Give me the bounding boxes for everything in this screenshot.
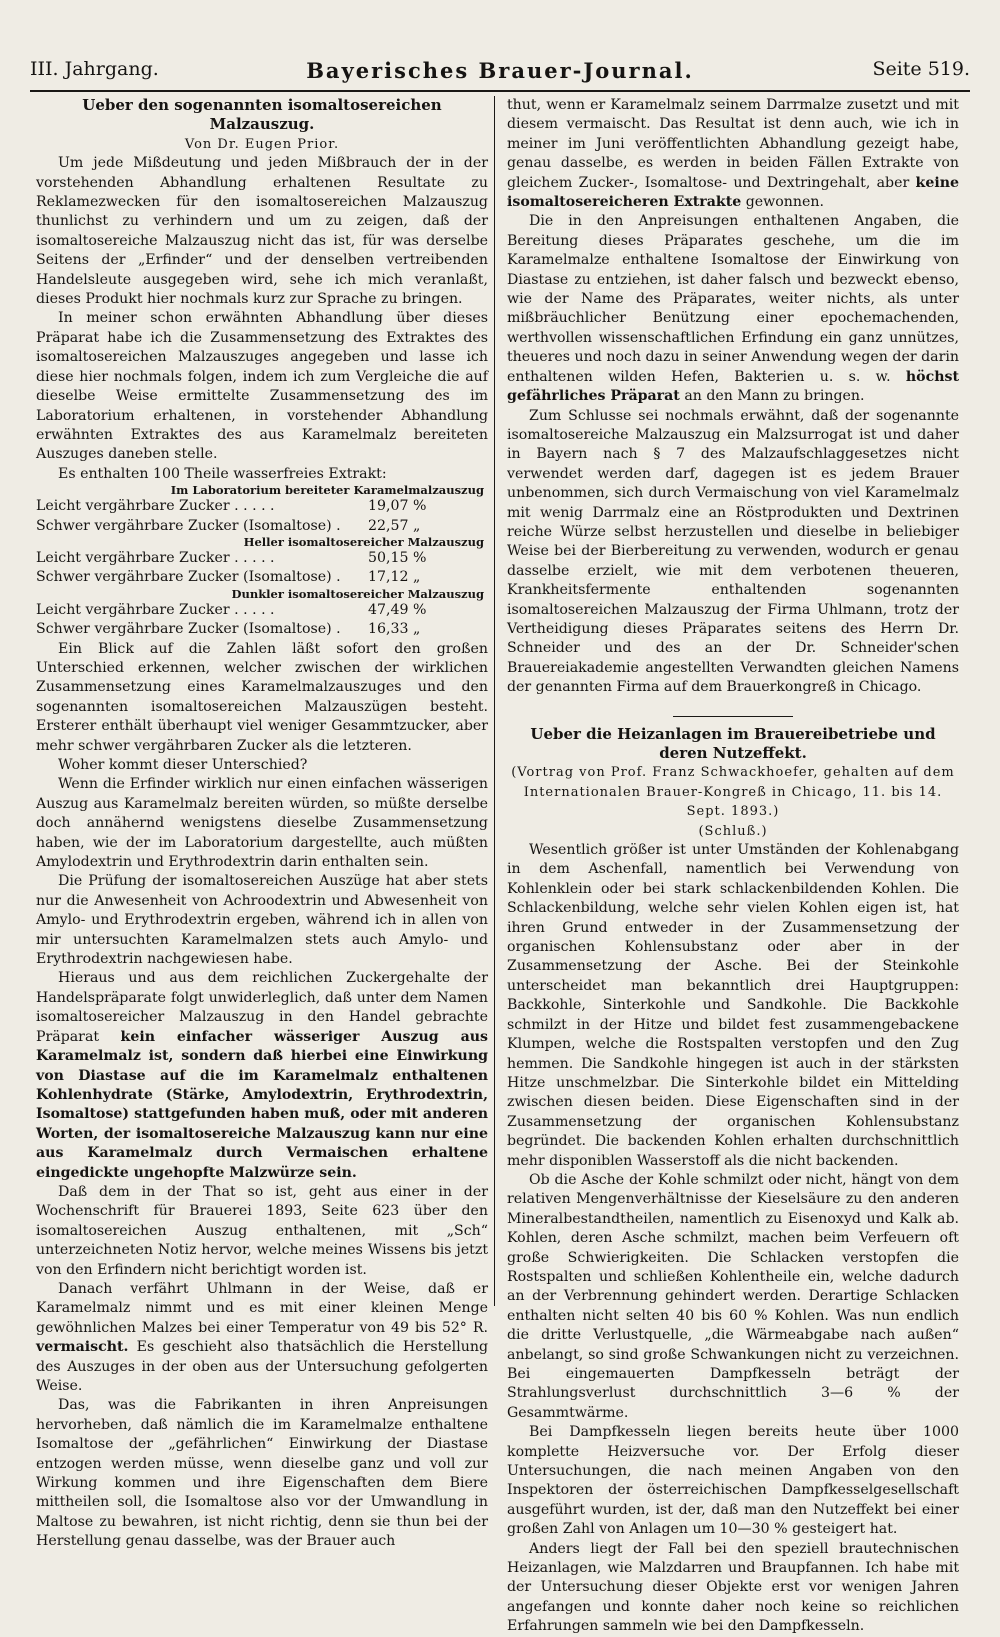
table-heading: Im Laboratorium bereiteter Karamelmalzauszug [170,483,484,498]
paragraph: Bei Dampfkesseln liegen bereits heute über 1000 komplette Heizversuche vor. Der Erfolg dieser Untersuchungen, die nach meinen Angaben von den Inspektoren der österreichischen Dampfkesselgesellschaft ausgeführt wurden, ist der, daß man den Nutzeffekt bei einer großen Zahl von Anlagen um 10—30 % gesteigert hat. [507,1424,959,1538]
table-row [36,497,488,516]
journal-title: Bayerisches Brauer-Journal. [306,58,694,83]
emphasis-text: keine isomaltosereicheren Extrakte [507,174,959,211]
paragraph: Ob die Asche der Kohle schmilzt oder nicht, hängt von dem relativen Mengenverhältnisse der Kieselsäure zu den anderen Mineralbestandtheilen, namentlich zu Eisenoxyd und Kalk ab. Kohlen, deren Asche schmilzt, machen beim Verfeuern oft große Schwierigkeiten. Die Schlacken verstopfen die Rostspalten und schließen Kohlentheile ein, welche dadurch an der Verbrennung gehindert werden. Derartige Schlacken enthalten nicht selten 40 bis 60 % Kohlen. Was nun endlich die dritte Verlustquelle, „die Wärmeabgabe nach außen“ anbelangt, so sind große Schwankungen nicht zu verzeichnen. Bei eingemauerten Dampfkesseln beträgt der Strahlungsverlust durchschnittlich 3—6 % der Gesammtwärme. [507,1171,959,1421]
paragraph-text: thut, wenn er Karamelmalz seinem Darrmalze zusetzt und mit diesem vermaischt. Das Resultat ist denn auch, wie ich in meiner im Juni veröffentlichten Abhandlung gezeigt habe, genau dasselbe, es werden in beiden Fällen Extrakte von gleichem Zucker-, Isomaltose- und Dextringehalt, aber [507,97,959,191]
page-header [30,58,970,88]
row-label: Schwer vergährbare Zucker (Isomaltose) . [36,517,341,534]
paragraph: Es enthalten 100 Theile wasserfreies Extrakt: [58,465,387,482]
table-row [36,517,488,536]
continuation-note: (Schluß.) [698,823,768,839]
paragraph-text: an den Mann zu bringen. [679,388,865,405]
paragraph: In meiner schon erwähnten Abhandlung über dieses Präparat habe ich die Zusammensetzung des Extraktes des isomaltosereichen Malzauszuges angegeben und lasse ich diese hier nochmals folgen, indem ich zum Vergleiche die auf dieselbe Weise ermittelte Zusammensetzung des im Laboratorium erhaltenen, in vorstehender Abhandlung erwähnten Extraktes des aus Karamelmalz bereiteten Auszuges daneben stelle. [36,310,488,463]
paragraph: Wesentlich größer ist unter Umständen der Kohlenabgang in dem Aschenfall, namentlich bei Verwendung von Kohlenklein oder bei stark schlackenbildenden Kohlen. Die Schlackenbildung, welche sehr vielen Kohlen eigen ist, hat ihren Grund entweder in der Zusammensetzung der organischen Kohlensubstanz oder aber in der Zusammensetzung der Asche. Bei der Steinkohle unterscheidet man bekanntlich drei Hauptgruppen: Backkohle, Sinterkohle und Sandkohle. Die Backkohle schmilzt in der Hitze und bildet fest zusammengebackene Klumpen, welche die Rostspalten verstopfen und den Zug hemmen. Die Sandkohle hingegen ist auch in der stärksten Hitze unschmelzbar. Die Sinterkohle bildet ein Mittelding zwischen diesen beiden. Diese Eigenschaften sind in der Zusammensetzung der organischen Kohlensubstanz begründet. Die backenden Kohlen erhalten durchschnittlich mehr disponiblen Wasserstoff als die nicht backenden. [507,842,959,1169]
column-divider [494,96,495,1306]
paragraph [36,1280,488,1396]
row-label: Leicht vergährbare Zucker . . . . . [36,601,275,618]
row-value: 19,07 % [368,498,427,515]
table-row [36,549,488,568]
volume-label: III. Jahrgang. [30,58,159,80]
paragraph-text: Es geschieht also thatsächlich die Herstellung des Auszuges in der oben aus der Untersuchung gefolgerten Weise. [36,1339,488,1394]
article-author: Von Dr. Eugen Prior. [184,136,340,152]
emphasis-text: höchst gefährliches Präparat [507,368,959,405]
paragraph: Zum Schlusse sei nochmals erwähnt, daß der sogenannte isomaltosereiche Malzauszug ein Malzsurrogat ist und daher in Bayern nach § 7 des Malzaufschlaggesetzes nicht verwendet werden darf, dagegen ist es jedem Brauer unbenommen, sich durch Vermaischung von viel Karamelmalz mit wenig Darrmalz eine an Röstprodukten und Dextrinen reiche Würze selbst herzustellen und dieselbe in beliebiger Weise bei der Bierbereitung zu verwenden, wodurch er genau dasselbe erzielt, wie mit dem verbotenen theueren, Krankheitsfermente enthaltenden sogenannten isomaltosereichen Malzauszug der Firma Uhlmann, trotz der Vertheidigung dieses Präparates seitens des Herrn Dr. Schneider und des an der Dr. Schneider'schen Brauereiakademie angestellten Verwandten gleichen Namens der genannten Firma auf dem Brauerkongreß in Chicago. [507,407,959,696]
paragraph-text: Hieraus und aus dem reichlichen Zuckergehalte der Handelspräparate folgt unwiderleglich, daß unter dem Namen isomaltosereicher Malzauszug in den Handel gebrachte Präparat [36,970,488,1045]
paragraph [507,212,959,406]
emphasis-text: kein einfacher wässeriger Auszug aus Karamelmalz ist, sondern daß hierbei eine Einwirkung von Diastase auf die im Karamelmalz enthaltenen Kohlenhydrate (Stärke, Amylodextrin, Erythrodextrin, Isomaltose) stattgefunden haben muß, oder mit anderen Worten, der isomaltosereiche Malzauszug kann nur eine aus Karamelmalz durch Vermaischen erhaltene eingedickte ungehopfte Malzwürze sein. [36,1028,488,1181]
row-label: Schwer vergährbare Zucker (Isomaltose) . [36,621,341,638]
paragraph: Anders liegt der Fall bei den speziell brautechnischen Heizanlagen, wie Malzdarren und Braupfannen. Ich habe mit der Untersuchung dieser Objekte erst vor wenigen Jahren angefangen und konnte daher noch keine so reichlichen Erfahrungen sammeln wie bei den Dampfkesseln. [507,1540,959,1635]
page-number: Seite 519. [872,58,970,80]
article-subtitle: (Vortrag von Prof. Franz Schwackhoefer, gehalten auf dem Internationalen Brauer-Kongreß in Chicago, 11. bis 14. Sept. 1893.) [511,765,955,820]
section-divider [673,716,793,717]
header-rule [30,90,970,92]
paragraph [36,969,488,1182]
table-heading: Heller isomaltosereicher Malzauszug [243,534,484,549]
emphasis-text: vermaischt. [36,1339,129,1356]
right-column [507,96,959,1637]
paragraph-text: Die in den Anpreisungen enthaltenen Angaben, die Bereitung dieses Präparates geschehe, um die im Karamelmalze enthaltene Isomaltose der Einwirkung von Diastase zu entziehen, ist daher falsch und bezweckt ebenso, wie der Name des Präparates, weiter nichts, als unter mißbräuchlicher Benützung einer epochemachenden, werthvollen wissenschaftlichen Erfindung ein ganz unnützes, theueres und noch dazu in seiner Anwendung wegen der darin enthaltenen wilden Hefen, Bakterien u. s. w. [507,213,959,385]
article-title: Ueber den sogenannten isomaltosereichen Malzauszug. [82,96,442,134]
row-value: 16,33 „ [368,621,421,638]
paragraph: Ein Blick auf die Zahlen läßt sofort den großen Unterschied erkennen, welcher zwischen der wirklichen Zusammensetzung eines Karamelmalzauszuges und den sogenannten isomaltosereichen Malzauszügen besteht. Ersterer enthält überhaupt viel weniger Gesammtzucker, aber mehr schwer vergährbaren Zucker als die letzteren. [36,640,488,754]
paragraph-text: Danach verfährt Uhlmann in der Weise, daß er Karamelmalz nimmt und es mit einer kleinen Menge gewöhnlichen Malzes bei einer Temperatur von 49 bis 52° R. [36,1280,488,1336]
row-value: 50,15 % [368,549,427,566]
row-value: 22,57 „ [368,517,421,534]
paragraph: Wenn die Erfinder wirklich nur einen einfachen wässerigen Auszug aus Karamelmalz bereiten würden, so müßte derselbe doch annähernd wenigstens dieselbe Zusammensetzung haben, wie der im Laboratorium dargestellte, auch müßten Amylodextrin und Erythrodextrin darin enthalten sein. [36,776,488,871]
paragraph: Das, was die Fabrikanten in ihren Anpreisungen hervorheben, daß nämlich die im Karamelmalze enthaltene Isomaltose der „gefährlichen“ Einwirkung der Diastase entzogen werden müsse, wenn dieselbe ganz und voll zur Wirkung kommen und ihre Eigenschaften dem Biere mittheilen soll, die Isomaltose also vor der Umwandlung in Maltose zu bewahren, ist nicht richtig, denn sie thun bei der Herstellung genau dasselbe, was der Brauer auch [36,1397,488,1550]
table-row [36,620,488,639]
left-column [36,96,488,1552]
table-heading: Dunkler isomaltosereicher Malzauszug [231,586,484,601]
paragraph: Um jede Mißdeutung und jeden Mißbrauch der in der vorstehenden Abhandlung erhaltenen Resultate zu Reklamezwecken für den isomaltosereichen Malzauszug thunlichst zu verhindern und um zu zeigen, daß der isomaltosereiche Malzauszug nicht das ist, für was derselbe Seitens der „Erfinder“ und der denselben vertreibenden Handelsleute ausgegeben wird, sehe ich mich veranlaßt, dieses Produkt hier nochmals kurz zur Sprache zu bringen. [36,155,488,308]
table-row [36,601,488,620]
paragraph: Daß dem in der That so ist, geht aus einer in der Wochenschrift für Brauerei 1893, Seite 623 über den isomaltosereichen Auszug enthaltenen, mit „Sch“ unterzeichneten Notiz hervor, welche meines Wissens bis jetzt von den Erfindern nicht berichtigt worden ist. [36,1183,488,1278]
row-label: Leicht vergährbare Zucker . . . . . [36,549,275,566]
article-title: Ueber die Heizanlagen im Brauereibetriebe und deren Nutzeffekt. [530,724,936,762]
paragraph [507,96,959,212]
table-row [36,568,488,587]
row-value: 47,49 % [368,601,427,618]
paragraph: Woher kommt dieser Unterschied? [58,757,308,773]
paragraph-text: gewonnen. [741,194,824,211]
composition-table [36,484,488,639]
paragraph: Die Prüfung der isomaltosereichen Auszüge hat aber stets nur die Anwesenheit von Achroodextrin und Abwesenheit von Amylo- und Erythrodextrin ergeben, während ich in allen von mir untersuchten Karamelmalzen stets auch Amylo- und Erythrodextrin nachgewiesen habe. [36,873,488,968]
row-label: Schwer vergährbare Zucker (Isomaltose) . [36,569,341,586]
row-label: Leicht vergährbare Zucker . . . . . [36,498,275,515]
row-value: 17,12 „ [368,569,421,586]
